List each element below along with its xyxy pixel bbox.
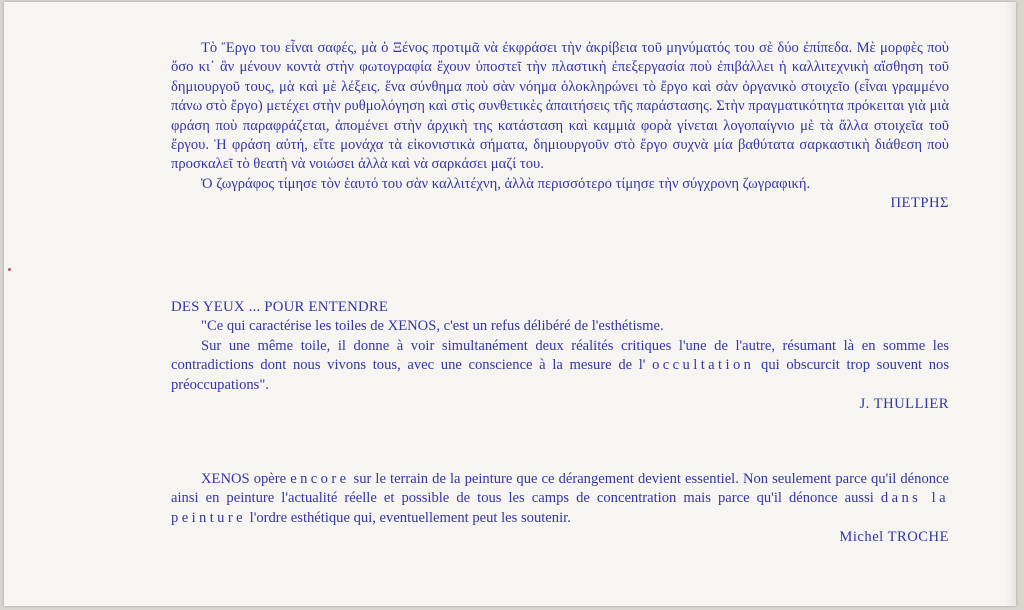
french-commentary-section — [171, 470, 949, 548]
ink-mark — [8, 268, 11, 271]
quote-spaced-word: occultation — [652, 357, 755, 374]
commentary-text-3: l'ordre esthétique qui, eventuellement peut les soutenir. — [249, 509, 571, 526]
french-quote-signature: J. THULLIER — [859, 396, 949, 413]
section-heading: DES YEUX ... POUR ENTENDRE — [171, 299, 389, 315]
commentary-text-1: XENOS opère — [201, 471, 287, 487]
greek-paragraph-1: Τὸ Ἔργο του εἶναι σαφές, μὰ ὁ Ξένος προτιμᾶ νὰ ἐκφράσει τὴν ἀκρίβεια τοῦ μηνύματός του σὲ δύο ἐπίπεδα. Μὲ μορφὲς ποὺ ὅσο κι᾽ ἂν μένουν κοντὰ στὴν φωτογραφία ἔχουν ὑποστεῖ τὴν πλαστικὴ ἐπεξεργασία ποὺ ἐπιβάλλει ἡ καλλιτεχνικὴ αἴσθηση τοῦ δημιουργοῦ τους, μὰ καὶ μὲ λέξεις. ἕνα σύνθημα ποὺ σὰν νόημα ὁλοκληρώνει τὸ ἔργο καὶ σὰν ὀργανικὸ στοιχεῖο (εἶναι γραμμένο πάνω στὸ ἔργο) μετέχει στὴν ρυθμολόγηση καὶ στὶς συνθετικὲς ἀπαιτήσεις τῆς παράστασης. Στὴν πραγματικότητα πρόκειται γιὰ μιὰ φράση ποὺ παραφράζεται, ἀπομένει στὴν ἀρχικὴ της κατάσταση καὶ καμμιὰ φορὰ γίνεται λογοπαίγνιο μὲ τὰ ἄλλα στοιχεῖα τοῦ ἔργου. Ἡ φράση αὐτή, εἴτε μονάχα τὰ εἰκονιστικὰ σήματα, δημιουργοῦν στὸ ἔργο συχνὰ μία βαθύτατα σαρκαστικὴ διάθεση ποὺ προσκαλεῖ τὸ θεατὴ νὰ νοιώσει ἀλλὰ καὶ νὰ σαρκάσει μαζί του. — [171, 40, 949, 173]
commentary-spaced-1: encore — [290, 471, 350, 487]
commentary-text-2: sur le terrain de la peinture que ce dérangement devient essentiel. Non seulement parce qu'il dénonce ainsi en peinture l'actualité réelle et possible de tous les camps de concentration mais parce qu'il dénonce aussi — [171, 471, 949, 507]
commentary-paragraph — [171, 470, 949, 528]
quote-text-start: Sur une même toile, il donne à voir simultanément deux réalités critiques l'une de l'autre, résumant là en somme les contradictions dont nous vivons tous, avec une conscience à la mesure de l' — [171, 337, 949, 374]
document-page — [4, 2, 1016, 606]
quote-text-end: qui obscurcit trop souvent nos préoccupations". — [171, 357, 949, 393]
quote-paragraph-2 — [171, 337, 949, 395]
greek-section — [171, 39, 949, 214]
french-quote-section — [171, 298, 949, 414]
quote-line-1: "Ce qui caractérise les toiles de XENOS, c'est un refus délibéré de l'esthétisme. — [201, 318, 664, 335]
commentary-signature: Michel TROCHE — [839, 529, 949, 546]
commentary-spaced-2: dans la peinture — [171, 490, 949, 526]
greek-paragraph-2: Ὁ ζωγράφος τίμησε τὸν ἑαυτό του σὰν καλλιτέχνη, ἀλλὰ περισσότερο τίμησε τὴν σύγχρονη ζωγραφική. — [201, 175, 811, 192]
greek-signature: ΠΕΤΡΗΣ — [890, 195, 949, 212]
